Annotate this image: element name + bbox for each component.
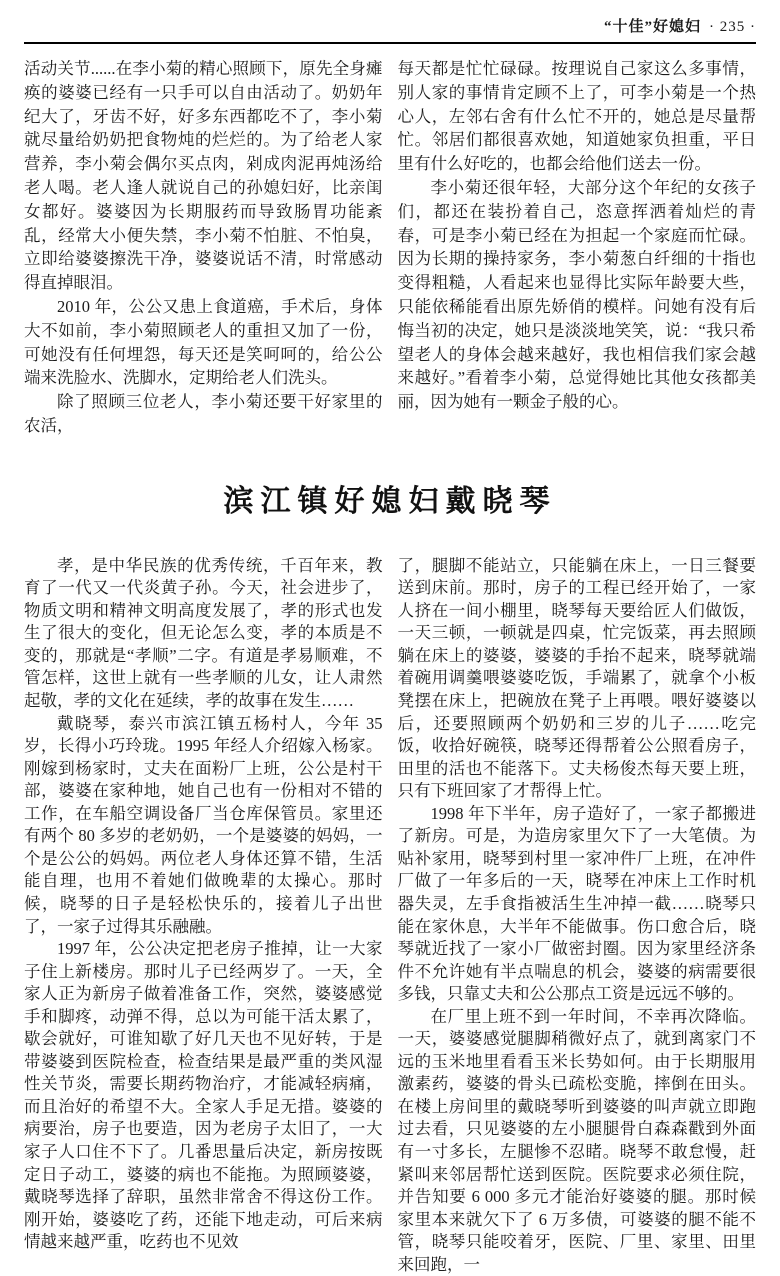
section-2-left-column: [24, 555, 383, 1276]
section-1-left-column: [24, 57, 383, 438]
section-2: [24, 555, 756, 1276]
paragraph: 孝，是中华民族的优秀传统，千百年来，教育了一代又一代炎黄子孙。今天，社会进步了，物质文明和精神文明高度发展了，孝的形式也发生了很大的变化，但无论怎么变，孝的本质是不变的，那就是“孝顺”二字。有道是孝易顺难，不管怎样，这世上就有一些孝顺的儿女，让人肃然起敬，孝的文化在延续，孝的故事在发生……: [24, 555, 383, 711]
section-1-right-column: [398, 57, 757, 438]
paragraph: 在厂里上班不到一年时间，不幸再次降临。一天，婆婆感觉腿脚稍微好点了，就到离家门不远的玉米地里看看玉米长势如何。由于长期服用激素药，婆婆的骨头已疏松变脆，摔倒在田头。在楼上房间里的戴晓琴听到婆婆的叫声就立即跑过去看，只见婆婆的左小腿腿骨白森森戳到外面有一寸多长，左腿惨不忍睹。晓琴不敢怠慢，赶紧叫来邻居帮忙送到医院。医院要求必须住院，并告知要 6 000 多元才能治好婆婆的腿。那时候家里本来就欠下了 6 万多债，可婆婆的腿不能不管，晓琴只能咬着牙，医院、厂里、家里、田里来回跑，一: [397, 1006, 756, 1274]
paragraph: 每天都是忙忙碌碌。按理说自己家这么多事情，别人家的事情肯定顾不上了，可李小菊是一个热心人，左邻右舍有什么忙不开的，她总是尽量帮忙。邻居们都很喜欢她，知道她家负担重，平日里有什么好吃的，也都会给他们送去一份。: [397, 59, 756, 174]
section-1: [24, 57, 756, 438]
paragraph: 戴晓琴，泰兴市滨江镇五杨村人，今年 35 岁，长得小巧玲珑。1995 年经人介绍嫁入杨家。刚嫁到杨家时，丈夫在面粉厂上班，公公是村干部，婆婆在家种地，她自己也有一份相对不错的工作，在车船空调设备厂当仓库保管员。家里还有两个 80 多岁的老奶奶，一个是婆婆的妈妈，一个是公公的妈妈。两位老人身体还算不错，生活能自理，也用不着她们做晚辈的太操心。那时候，晓琴的日子是轻松快乐的，接着儿子出世了，一家子过得其乐融融。: [24, 713, 383, 936]
section-2-right-column: [398, 555, 757, 1276]
page-number: · 235 ·: [709, 19, 756, 35]
paragraph: 活动关节......在李小菊的精心照顾下，原先全身瘫痪的婆婆已经有一只手可以自由活动了。奶奶年纪大了，牙齿不好，好多东西都吃不了，李小菊就尽量给奶奶把食物炖的烂烂的。为了给老人家营养，李小菊会偶尔买点肉，剁成肉泥再炖汤给老人喝。老人逢人就说自己的孙媳妇好，比亲闺女都好。婆婆因为长期服药而导致肠胃功能紊乱，经常大小便失禁，李小菊不怕脏、不怕臭，立即给婆婆擦洗干净，婆婆说话不清，时常感动得直掉眼泪。: [24, 59, 383, 293]
paragraph: 李小菊还很年轻，大部分这个年纪的女孩子们，都还在装扮着自己，恣意挥洒着灿烂的青春，可是李小菊已经在为担起一个家庭而忙碌。因为长期的操持家务，李小菊葱白纤细的十指也变得粗糙，人看起来也显得比实际年龄要大些，只能依稀能看出原先娇俏的模样。问她有没有后悔当初的决定，她只是淡淡地笑笑，说：“我只希望老人的身体会越来越好，我也相信我们家会越来越好。”看着李小菊，总觉得她比其他女孩都美丽，因为她有一颗金子般的心。: [397, 177, 756, 412]
paragraph: 1997 年，公公决定把老房子推掉，让一大家子住上新楼房。那时儿子已经两岁了。一天，全家人正为新房子做着准备工作，突然，婆婆感觉手和脚疼，动弹不得，总以为可能干活太累了，歇会就好，可谁知歇了好几天也不见好转，于是带婆婆到医院检查，检查结果是最严重的类风湿性关节炎，需要长期药物治疗，才能减轻病痛，而且治好的希望不大。全家人手足无措。婆婆的病要治，房子也要造，因为老房子太旧了，一大家子人口住不下了。几番思量后决定，新房按既定日子动工，婆婆的病也不能拖。为照顾婆婆，戴晓琴选择了辞职，虽然非常舍不得这份工作。刚开始，婆婆吃了药，还能下地走动，可后来病情越来越严重，吃药也不见效: [24, 939, 383, 1252]
paragraph: 1998 年下半年，房子造好了，一家子都搬进了新房。可是，为造房家里欠下了一大笔债。为贴补家用，晓琴到村里一家冲件厂上班，在冲件厂做了一年多后的一天，晓琴在冲床上工作时机器失灵，左手食指被活生生冲掉一截……晓琴只能在家休息，大半年不能做事。伤口愈合后，晓琴就近找了一家小厂做密封圈。因为家里经济条件不允许她有半点喘息的机会，婆婆的病需要很多钱，只靠丈夫和公公那点工资是远远不够的。: [397, 803, 756, 1004]
paragraph: 除了照顾三位老人，李小菊还要干好家里的农活，: [24, 392, 383, 435]
running-title: “十佳”好媳妇: [603, 19, 701, 35]
header-rule: [24, 42, 756, 44]
article-title: 滨江镇好媳妇戴晓琴: [223, 484, 557, 518]
page-header: [24, 0, 756, 37]
paragraph: 2010 年，公公又患上食道癌，手术后，身体大不如前，李小菊照顾老人的重担又加了一份，可她没有任何埋怨，每天还是笑呵呵的，给公公端来洗脸水、洗脚水，定期给老人们洗头。: [24, 296, 383, 388]
paragraph: 了，腿脚不能站立，只能躺在床上，一日三餐要送到床前。那时，房子的工程已经开始了，一家人挤在一间小棚里，晓琴每天要给匠人们做饭，一天三顿，一顿就是四桌，忙完饭菜，再去照顾躺在床上的婆婆，婆婆的手抬不起来，晓琴就端着碗用调羹喂婆婆吃饭，手端累了，就拿个小板凳摆在床上，把碗放在凳子上再喂。喂好婆婆以后，还要照顾两个奶奶和三岁的儿子……吃完饭，收拾好碗筷，晓琴还得帮着公公照看房子，田里的活也不能落下。丈夫杨俊杰每天要上班，只有下班回家了才帮得上忙。: [397, 555, 756, 801]
